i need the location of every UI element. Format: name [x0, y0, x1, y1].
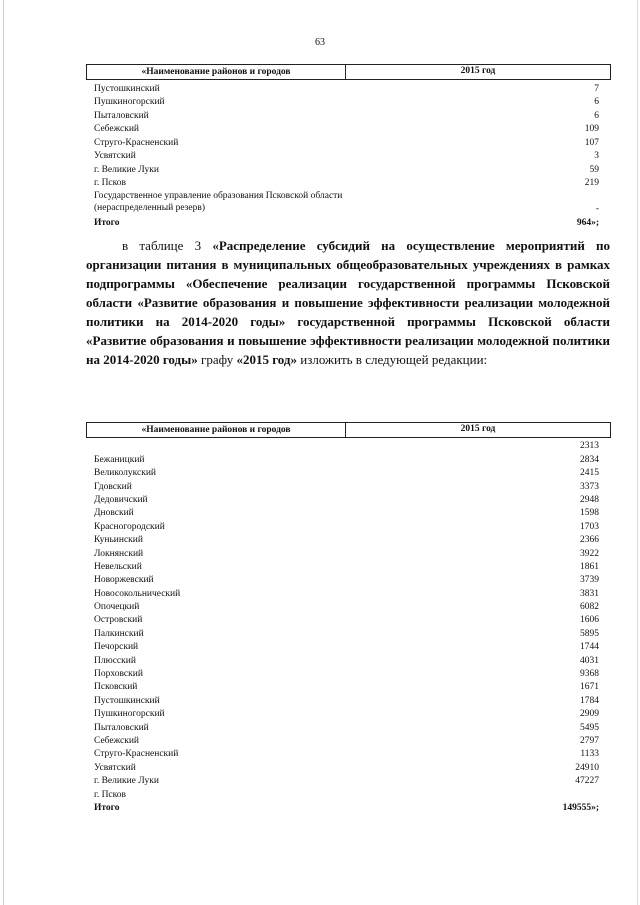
table-row — [86, 148, 611, 162]
row-value: 1861 — [580, 561, 599, 572]
table-header — [86, 422, 611, 438]
row-name: г. Псков — [94, 178, 127, 188]
table-row — [86, 80, 611, 94]
paragraph-tail: изложить в следующей редакции: — [297, 352, 488, 367]
row-value: 109 — [584, 124, 599, 134]
table-row — [86, 585, 611, 598]
row-value: 2834 — [580, 454, 599, 465]
table-row — [86, 746, 611, 759]
row-value: 1606 — [580, 615, 599, 626]
row-value: 1744 — [580, 642, 599, 653]
table-row — [86, 107, 611, 121]
row-name: Дновский — [94, 508, 134, 519]
row-name: Порховский — [94, 669, 143, 680]
table-row — [86, 121, 611, 135]
row-name: Плюсский — [94, 655, 136, 666]
row-value: 2313 — [580, 441, 599, 452]
table-row — [86, 719, 611, 732]
page-right-edge — [637, 0, 638, 905]
page-number: 63 — [315, 37, 325, 48]
row-value: 6 — [594, 110, 599, 121]
row-name: Пушкиногорский — [94, 97, 165, 107]
row-value: 7 — [594, 83, 599, 94]
paragraph-lead: в таблице 3 — [122, 238, 213, 253]
row-value: 219 — [584, 178, 599, 188]
row-value: 3739 — [580, 575, 599, 586]
row-name: Новоржевский — [94, 575, 154, 586]
amendment-paragraph — [86, 236, 610, 369]
row-name: Бежаницкий — [94, 454, 145, 465]
row-name: Пустошкинский — [94, 695, 160, 706]
row-name: Пыталовский — [94, 110, 149, 121]
row-value: 107 — [584, 137, 599, 148]
page-left-edge — [3, 0, 4, 905]
table-row — [86, 94, 611, 108]
table-body — [86, 80, 611, 214]
row-value: 5495 — [580, 722, 599, 733]
table-row — [86, 759, 611, 772]
table-row — [86, 559, 611, 572]
row-name: Куньинский — [94, 535, 143, 546]
row-name: Новосокольнический — [94, 588, 181, 599]
table-row — [86, 465, 611, 478]
table-row — [86, 679, 611, 692]
table-row — [86, 134, 611, 148]
table-row — [86, 612, 611, 625]
table-row — [86, 652, 611, 665]
row-value: 2366 — [580, 535, 599, 546]
paragraph-table-title: «Распределение субсидий на осуществление мероприятий по организации питания в муниципальных общеобразовательных учреждениях в рамках подпрограммы «Обеспечение реализации государственной программы Псковской области «Развитие образования и повышение эффективности реализации молодежной политики на 2014-2020 годы» государственной программы Псковской области «Развитие образования и повышение эффективности реализации молодежной политики на 2014-2020 годы» — [86, 238, 610, 367]
table-row — [86, 773, 611, 786]
row-value: 2909 — [580, 709, 599, 720]
table-row — [86, 532, 611, 545]
row-value: 1784 — [580, 695, 599, 706]
row-name: Псковский — [94, 682, 138, 693]
row-value: 1133 — [580, 749, 599, 760]
row-value: - — [595, 204, 599, 214]
row-value: 5895 — [580, 628, 599, 639]
table-row — [86, 175, 611, 189]
row-name: г. Великие Луки — [94, 164, 159, 175]
total-label: Итого — [94, 217, 120, 228]
row-value: 2948 — [580, 494, 599, 505]
row-value: 6082 — [580, 602, 599, 613]
total-value: 964»; — [576, 217, 599, 228]
row-name: Себежский — [94, 735, 139, 746]
row-name: Усвятский — [94, 762, 136, 773]
row-name: Дедовичский — [94, 494, 148, 505]
row-name: Палкинский — [94, 628, 144, 639]
table-row — [86, 706, 611, 719]
row-name: Островский — [94, 615, 143, 626]
row-value: 1598 — [580, 508, 599, 519]
row-name: Струго-Красненский — [94, 137, 179, 148]
table-subsidies — [86, 422, 611, 813]
row-value: 3373 — [580, 481, 599, 492]
row-name: Себежский — [94, 124, 139, 134]
table-row — [86, 505, 611, 518]
row-name: Печорский — [94, 642, 139, 653]
row-value: 2797 — [580, 735, 599, 746]
header-name-column: «Наименование районов и городов — [87, 65, 346, 79]
table-header — [86, 64, 611, 80]
table-row — [86, 572, 611, 585]
table-row — [86, 451, 611, 464]
row-value: 4031 — [580, 655, 599, 666]
row-name: Пыталовский — [94, 722, 149, 733]
row-value: 3922 — [580, 548, 599, 559]
header-year-column: 2015 год — [460, 66, 496, 76]
row-name: Великолукский — [94, 468, 157, 479]
row-name: Пустошкинский — [94, 83, 160, 94]
header-year-column: 2015 год — [460, 424, 496, 434]
row-name: Гдовский — [94, 481, 132, 492]
row-value: 24910 — [575, 762, 599, 773]
table-row — [86, 599, 611, 612]
table-row — [86, 545, 611, 558]
table-row — [86, 786, 611, 799]
table-row — [86, 518, 611, 531]
total-value: 149555»; — [562, 802, 599, 813]
table-row — [86, 692, 611, 705]
row-name: Струго-Красненский — [94, 749, 179, 760]
header-name-column: «Наименование районов и городов — [87, 423, 346, 437]
row-value: 3 — [594, 151, 599, 161]
table-row — [86, 438, 611, 451]
row-name: Государственное управление образования Псковской области (нераспределенный резерв) — [94, 191, 343, 213]
table-row — [86, 478, 611, 491]
row-value: 9368 — [580, 669, 599, 680]
row-value: 1671 — [580, 682, 599, 693]
table-row — [86, 188, 611, 214]
row-name: Опочецкий — [94, 602, 140, 613]
table-districts-part — [86, 64, 611, 228]
table-row — [86, 666, 611, 679]
row-value: 1703 — [580, 521, 599, 532]
table-total-row — [86, 800, 611, 813]
paragraph-column-name: «2015 год» — [236, 352, 297, 367]
table-total-row — [86, 214, 611, 228]
row-name: Локнянский — [94, 548, 144, 559]
row-name: г. Великие Луки — [94, 776, 159, 787]
row-value: 47227 — [575, 776, 599, 787]
table-row — [86, 625, 611, 638]
row-value: 2415 — [580, 468, 599, 479]
paragraph-mid: графу — [197, 352, 237, 367]
row-name: Усвятский — [94, 151, 136, 161]
row-name: Красногородский — [94, 521, 165, 532]
table-row — [86, 492, 611, 505]
row-value: 3831 — [580, 588, 599, 599]
row-value: 59 — [589, 164, 599, 175]
row-name: г. Псков — [94, 789, 127, 800]
table-row — [86, 639, 611, 652]
row-name: Пушкиногорский — [94, 709, 165, 720]
total-label: Итого — [94, 802, 120, 813]
table-row — [86, 161, 611, 175]
row-value: 6 — [594, 97, 599, 107]
table-row — [86, 733, 611, 746]
table-body — [86, 438, 611, 800]
row-name: Невельский — [94, 561, 142, 572]
